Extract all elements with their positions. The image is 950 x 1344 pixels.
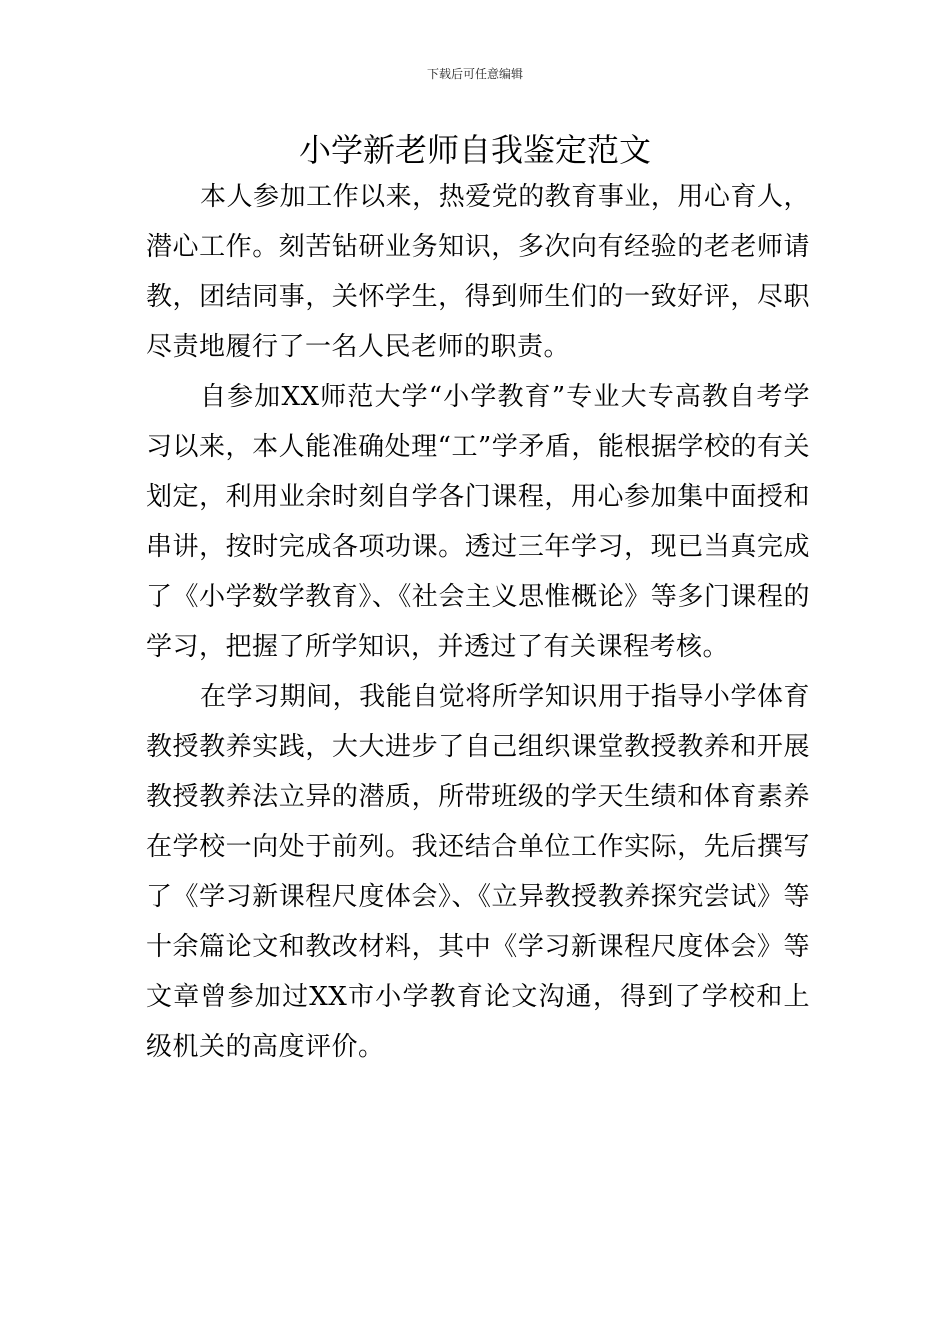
document-title: 小学新老师自我鉴定范文 (298, 131, 651, 169)
paragraph-2: 自参加XX师范大学“小学教育”专业大专高教自考学习以来，本人能准确处理“工”学矛盾，能根据学校的有关划定，利用业余时刻自学各门课程，用心参加集中面授和串讲，按时完成各项功课。透过三年学习，现已当真完成了《小学数学教育》、《社会主义思惟概论》等多门课程的学习，把握了所学知识，并透过了有关课程考核。 (146, 382, 810, 662)
header-note: 下载后可任意编辑 (426, 67, 523, 81)
paragraph-1: 本人参加工作以来，热爱党的教育事业，用心育人，潜心工作。刻苦钻研业务知识，多次向有经验的老老师请教，团结同事，关怀学生，得到师生们的一致好评，尽职尽责地履行了一名人民老师的职责。 (146, 182, 810, 362)
paragraph-3: 在学习期间，我能自觉将所学知识用于指导小学体育教授教养实践，大大进步了自己组织课堂教授教养和开展教授教养法立异的潜质，所带班级的学天生绩和体育素养在学校一向处于前列。我还结合单位工作实际，先后撰写了《学习新课程尺度体会》、《立异教授教养探究尝试》等十余篇论文和教改材料，其中《学习新课程尺度体会》等文章曾参加过XX市小学教育论文沟通，得到了学校和上级机关的高度评价。 (146, 682, 810, 1062)
document-body (146, 172, 810, 1072)
